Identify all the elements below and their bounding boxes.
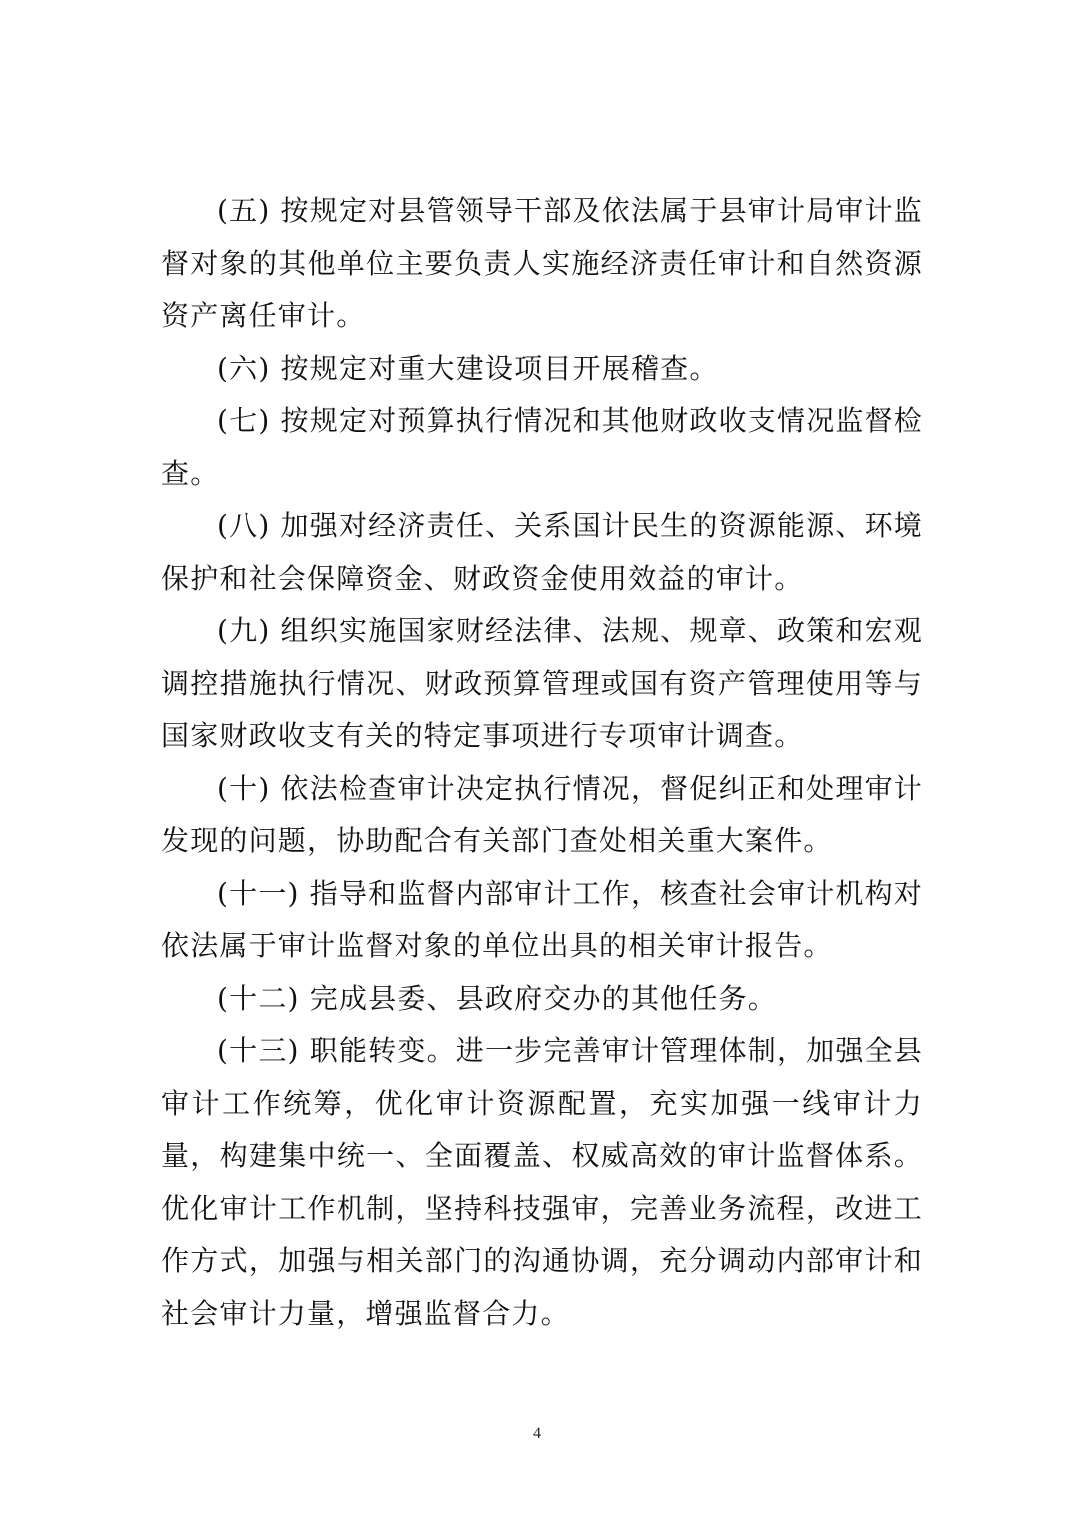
paragraph-item-13: (十三) 职能转变。进一步完善审计管理体制，加强全县审计工作统筹，优化审计资源配置，充实加强一线审计力量，构建集中统一、全面覆盖、权威高效的审计监督体系。优化审计工作机制，坚持科技强审，完善业务流程，改进工作方式，加强与相关部门的沟通协调，充分调动内部审计和社会审计力量，增强监督合力。 [161, 1034, 923, 1330]
paragraph-item-7: (七) 按规定对预算执行情况和其他财政收支情况监督检查。 [161, 404, 923, 490]
page-number: 4 [533, 1425, 541, 1442]
paragraph-item-5: (五) 按规定对县管领导干部及依法属于县审计局审计监督对象的其他单位主要负责人实施经济责任审计和自然资源资产离任审计。 [161, 194, 923, 332]
paragraph-item-11: (十一) 指导和监督内部审计工作，核查社会审计机构对依法属于审计监督对象的单位出具的相关审计报告。 [161, 876, 923, 962]
paragraph-item-8: (八) 加强对经济责任、关系国计民生的资源能源、环境保护和社会保障资金、财政资金使用效益的审计。 [161, 509, 923, 595]
paragraph-item-12: (十二) 完成县委、县政府交办的其他任务。 [217, 981, 777, 1015]
paragraph-item-10: (十) 依法检查审计决定执行情况，督促纠正和处理审计发现的问题，协助配合有关部门查处相关重大案件。 [161, 771, 923, 857]
paragraph-item-6: (六) 按规定对重大建设项目开展稽查。 [217, 351, 719, 385]
document-body [161, 185, 923, 1340]
paragraph-item-9: (九) 组织实施国家财经法律、法规、规章、政策和宏观调控措施执行情况、财政预算管理或国有资产管理使用等与国家财政收支有关的特定事项进行专项审计调查。 [161, 614, 923, 752]
